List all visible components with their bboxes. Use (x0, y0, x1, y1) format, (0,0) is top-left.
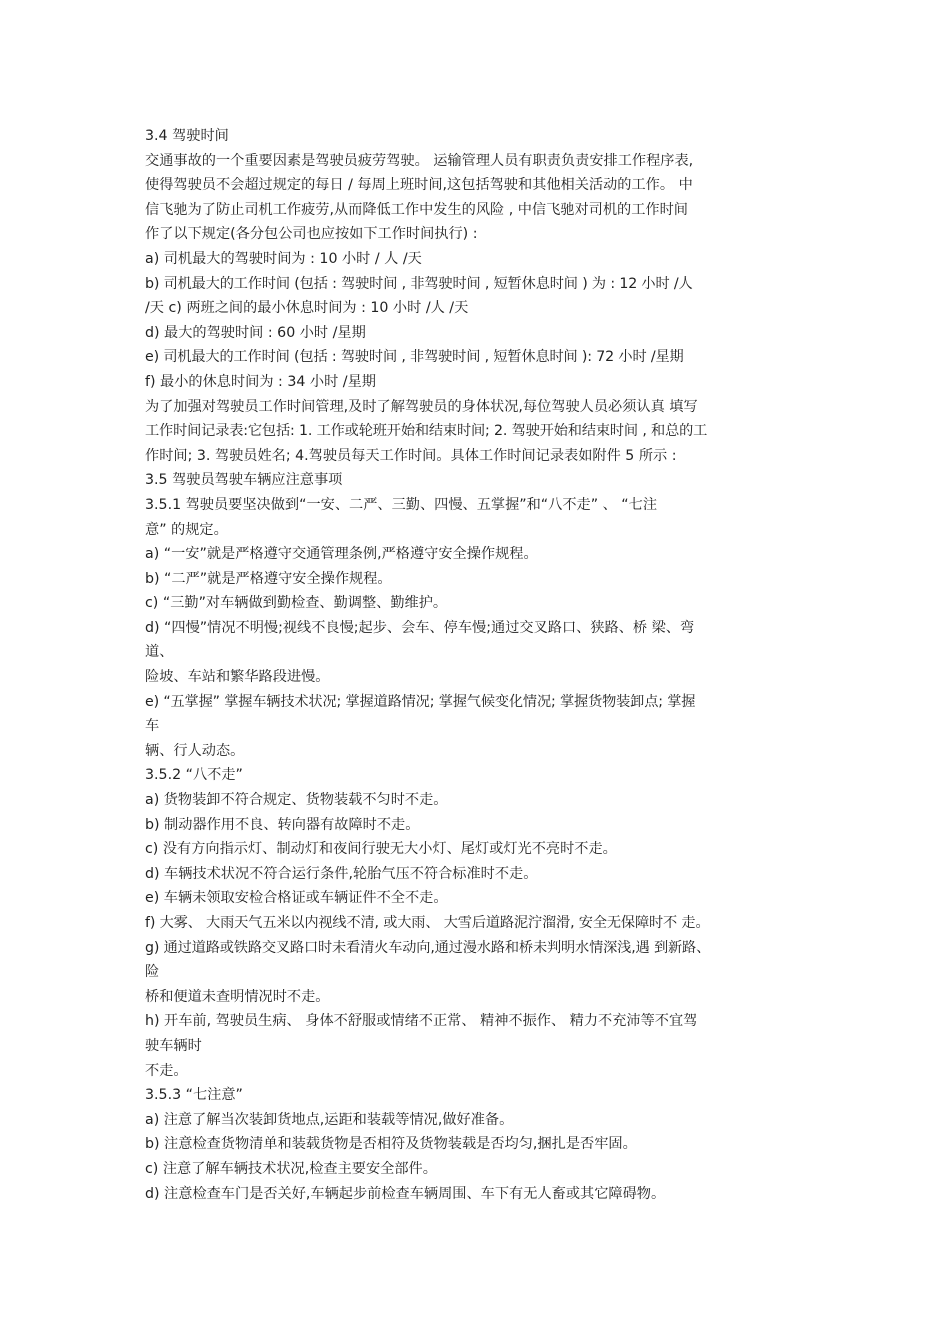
section-heading-3-5: 3.5 驾驶员驾驶车辆应注意事项 (145, 472, 343, 489)
paragraph-line: 为了加强对驾驶员工作时间管理,及时了解驾驶员的身体状况,每位驾驶人员必须认真 填写 (145, 398, 698, 415)
list-item-continuation: 险 (145, 964, 160, 981)
list-item: /天 c) 两班之间的最小休息时间为 : 10 小时 /人 /天 (145, 300, 469, 317)
list-item: d) 最大的驾驶时间 : 60 小时 /星期 (145, 324, 366, 341)
list-item-continuation: 辆、行人动态。 (145, 742, 245, 759)
list-item: d) 车辆技术状况不符合运行条件,轮胎气压不符合标准时不走。 (145, 865, 538, 882)
list-item: c) 没有方向指示灯、制动灯和夜间行驶无大小灯、尾灯或灯光不亮时不走。 (145, 841, 617, 858)
paragraph-line: 工作时间记录表:它包括: 1. 工作或轮班开始和结束时间; 2. 驾驶开始和结束时间 , 和总的工 (145, 423, 708, 440)
list-item-continuation: 险坡、车站和繁华路段进慢。 (145, 669, 330, 686)
section-heading-3-4: 3.4 驾驶时间 (145, 128, 229, 144)
list-item: e) 车辆未领取安检合格证或车辆证件不全不走。 (145, 890, 448, 907)
list-item: h) 开车前, 驾驶员生病、 身体不舒服或情绪不正常、 精神不振作、 精力不充沛等不宜驾 (145, 1013, 698, 1030)
section-heading-3-5-2: 3.5.2 “八不走” (145, 767, 243, 784)
list-item: a) 司机最大的驾驶时间为 : 10 小时 / 人 /天 (145, 250, 422, 267)
list-item-continuation: 道、 (145, 644, 174, 661)
list-item: g) 通过道路或铁路交叉路口时未看清火车动向,通过漫水路和桥未判明水情深浅,遇 到新路、 (145, 939, 711, 956)
list-item-continuation: 驶车辆时 (145, 1037, 202, 1054)
paragraph-line: 信飞驰为了防止司机工作疲劳,从而降低工作中发生的风险 , 中信飞驰对司机的工作时间 (145, 201, 688, 218)
list-item: c) “三勤”对车辆做到勤检查、勤调整、勤维护。 (145, 595, 448, 612)
list-item: d) “四慢”情况不明慢;视线不良慢;起步、会车、停车慢;通过交叉路口、狭路、桥 梁、弯 (145, 619, 695, 636)
list-item: f) 最小的休息时间为 : 34 小时 /星期 (145, 373, 376, 390)
list-item: a) 货物装卸不符合规定、货物装载不匀时不走。 (145, 792, 448, 809)
list-item: b) “二严”就是严格遵守安全操作规程。 (145, 570, 392, 587)
list-item: d) 注意检查车门是否关好,车辆起步前检查车辆周围、车下有无人畜或其它障碍物。 (145, 1185, 666, 1202)
list-item-continuation: 桥和便道未查明情况时不走。 (145, 988, 330, 1005)
list-item: e) 司机最大的工作时间 (包括 : 驾驶时间 , 非驾驶时间 , 短暂休息时间 ): 72 小时 /星期 (145, 349, 684, 366)
paragraph-line: 3.5.1 驾驶员要坚决做到“一安、二严、三勤、四慢、五掌握”和“八不走” 、 “七注 (145, 496, 658, 513)
paragraph-line: 使得驾驶员不会超过规定的每日 / 每周上班时间,这包括驾驶和其他相关活动的工作。 中 (145, 177, 693, 194)
list-item: b) 注意检查货物清单和装载货物是否相符及货物装载是否均匀,捆扎是否牢固。 (145, 1136, 637, 1153)
list-item: e) “五掌握” 掌握车辆技术状况; 掌握道路情况; 掌握气候变化情况; 掌握货物装卸点; 掌握 (145, 693, 696, 710)
list-item: b) 司机最大的工作时间 (包括 : 驾驶时间 , 非驾驶时间 , 短暂休息时间 ) 为 : 12 小时 /人 (145, 275, 693, 292)
paragraph-line: 作了以下规定(各分包公司也应按如下工作时间执行) : (145, 226, 478, 243)
paragraph-line: 交通事故的一个重要因素是驾驶员疲劳驾驶。 运输管理人员有职责负责安排工作程序表, (145, 152, 694, 169)
section-heading-3-5-3: 3.5.3 “七注意” (145, 1087, 243, 1104)
list-item-continuation: 不走。 (145, 1062, 188, 1079)
list-item-continuation: 车 (145, 718, 160, 735)
document-body (145, 124, 825, 1206)
list-item: a) 注意了解当次装卸货地点,运距和装载等情况,做好准备。 (145, 1111, 514, 1128)
list-item: b) 制动器作用不良、转向器有故障时不走。 (145, 816, 420, 833)
list-item: c) 注意了解车辆技术状况,检查主要安全部件。 (145, 1160, 437, 1177)
list-item: f) 大雾、 大雨天气五米以内视线不清, 或大雨、 大雪后道路泥泞溜滑, 安全无保障时不 走。 (145, 915, 710, 931)
paragraph-line: 作时间; 3. 驾驶员姓名; 4.驾驶员每天工作时间。具体工作时间记录表如附件 5 所示 : (145, 447, 677, 464)
list-item: a) “一安”就是严格遵守交通管理条例,严格遵守安全操作规程。 (145, 546, 538, 563)
paragraph-line: 意” 的规定。 (145, 521, 228, 538)
